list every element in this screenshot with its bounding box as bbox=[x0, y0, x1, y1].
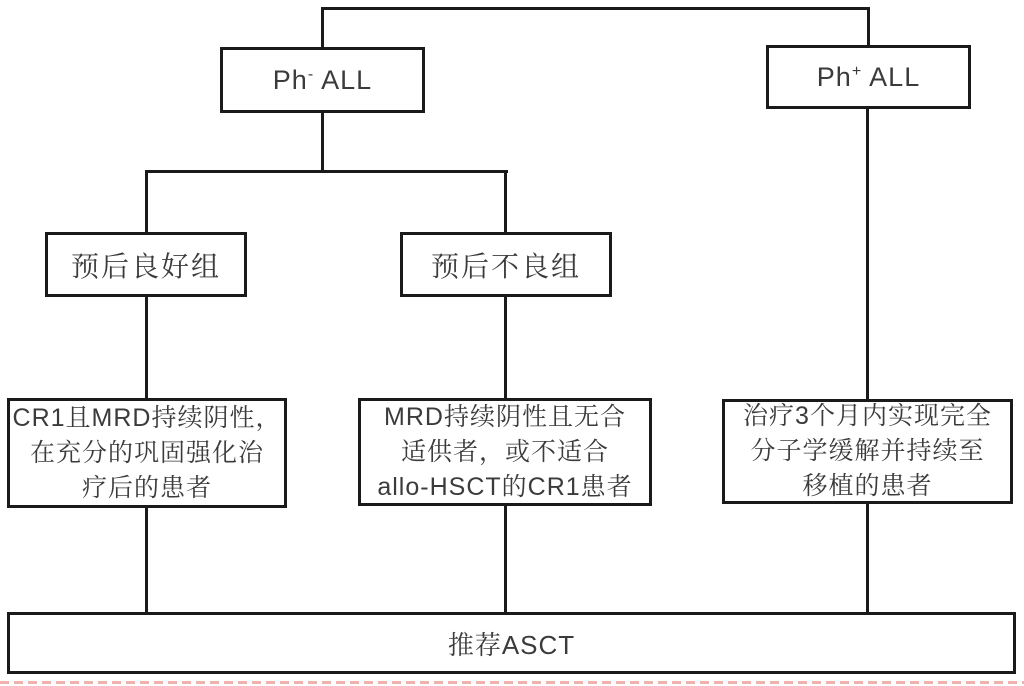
connector-phneg-down bbox=[321, 113, 324, 172]
node-recommend-asct bbox=[7, 612, 1016, 674]
connector-top-horizontal bbox=[321, 7, 870, 10]
bottom-dashed-divider bbox=[0, 681, 1024, 684]
node-ph-positive-label: Ph+ ALL bbox=[816, 61, 921, 92]
node-recommend-asct-label: 推荐ASCT bbox=[447, 629, 576, 660]
connector-phpos-down bbox=[866, 109, 869, 399]
node-molecular-remission bbox=[722, 399, 1013, 504]
node-ph-positive-all bbox=[766, 45, 971, 109]
connector-cr1-to-asct bbox=[145, 508, 148, 612]
connector-split-right-drop bbox=[504, 170, 507, 232]
connector-split-left-drop bbox=[145, 170, 148, 232]
connector-top-right-vertical bbox=[867, 7, 870, 45]
node-mrd-line-2: 适供者，或不适合 bbox=[400, 437, 609, 466]
node-good-prognosis bbox=[45, 232, 247, 297]
node-poor-prognosis bbox=[400, 232, 612, 297]
node-cr1-line-1: CR1且MRD持续阴性， bbox=[12, 403, 282, 432]
connector-molecular-to-asct bbox=[866, 504, 869, 612]
connector-split-horizontal bbox=[145, 170, 508, 173]
node-good-prognosis-label: 预后良好组 bbox=[70, 250, 221, 282]
node-mrd-line-1: MRD持续阴性且无合 bbox=[384, 402, 626, 431]
node-ph-negative-label: Ph- ALL bbox=[272, 64, 373, 95]
superscript-minus: - bbox=[307, 65, 315, 83]
node-molecular-line-1: 治疗3个月内实现完全 bbox=[743, 402, 992, 430]
node-mrd-no-donor bbox=[358, 398, 652, 506]
connector-mrd-to-asct bbox=[504, 506, 507, 612]
node-molecular-line-3: 移植的患者 bbox=[802, 472, 933, 500]
superscript-plus: + bbox=[851, 62, 863, 80]
node-cr1-consolidation bbox=[7, 398, 287, 508]
node-molecular-line-2: 分子学缓解并持续至 bbox=[750, 437, 985, 465]
connector-poor-to-mrd bbox=[504, 297, 507, 398]
node-cr1-line-2: 在充分的巩固强化治 bbox=[29, 438, 264, 467]
connector-top-left-vertical bbox=[321, 7, 324, 47]
node-cr1-line-3: 疗后的患者 bbox=[81, 473, 212, 502]
node-ph-negative-all bbox=[220, 47, 425, 113]
node-poor-prognosis-label: 预后不良组 bbox=[430, 250, 581, 282]
node-mrd-line-3: allo-HSCT的CR1患者 bbox=[377, 472, 633, 501]
connector-good-to-cr1 bbox=[145, 297, 148, 398]
